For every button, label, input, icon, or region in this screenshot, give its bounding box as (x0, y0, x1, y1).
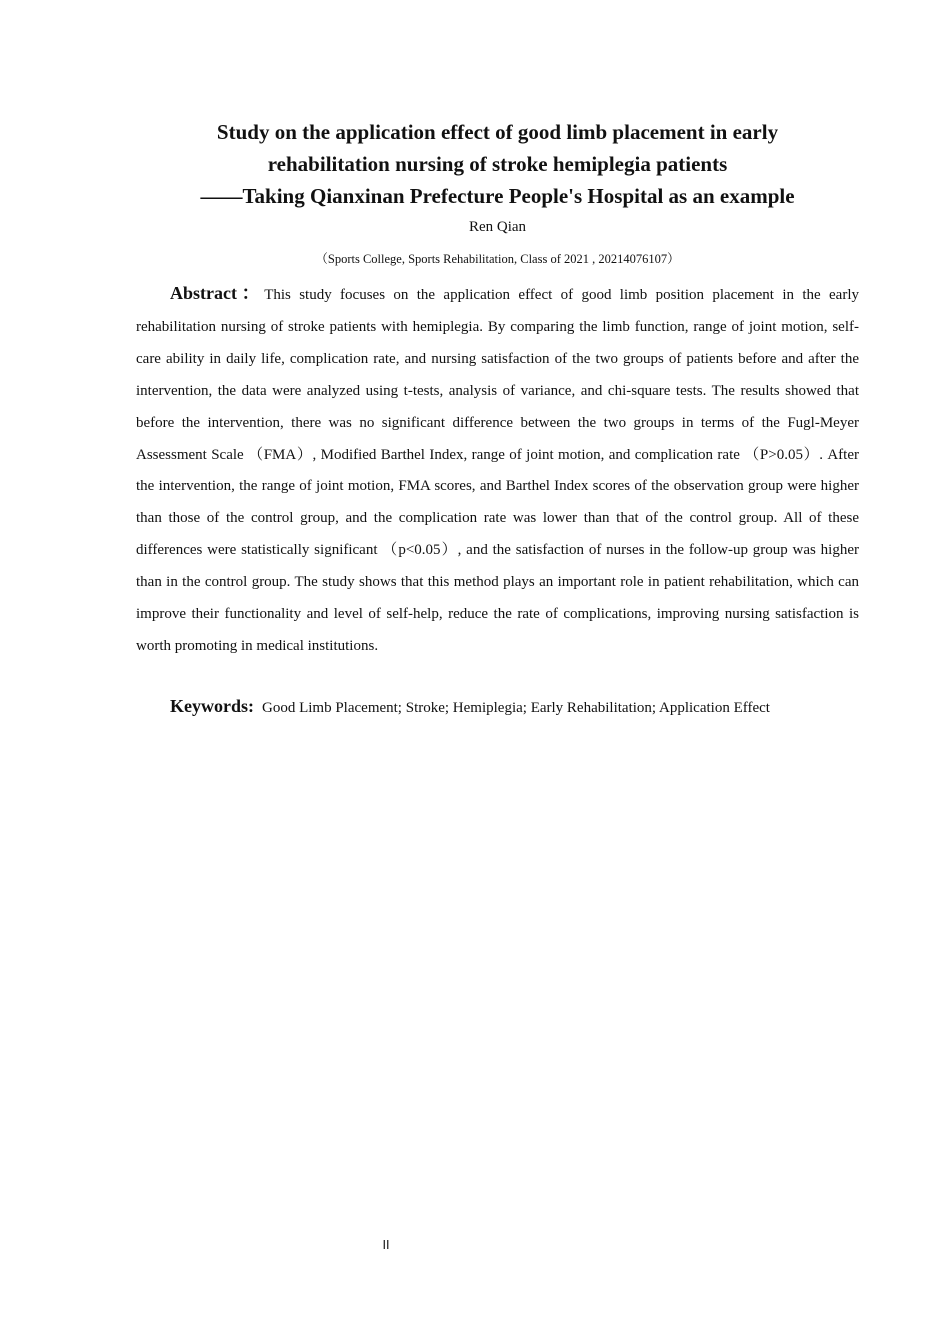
abstract-paragraph (136, 278, 859, 663)
paper-title (136, 116, 859, 212)
author-affiliation: （Sports College, Sports Rehabilitation, Class of 2021 , 20214076107） (315, 252, 680, 266)
title-line-2: rehabilitation nursing of stroke hemiplegia patients (267, 152, 728, 176)
page-number: II (382, 1238, 390, 1252)
title-line-3: ——Taking Qianxinan Prefecture People's Hospital as an example (200, 184, 795, 208)
abstract-text: This study focuses on the application effect of good limb position placement in the early rehabilitation nursing of stroke patients with hemiplegia. By comparing the limb function, range of joint motion, self-care ability in daily life, complication rate, and nursing satisfaction of the two groups of patients before and after the intervention, the data were analyzed using t-tests, analysis of variance, and chi-square tests. The results showed that before the intervention, there was no significant difference between the two groups in terms of the Fugl-Meyer Assessment Scale （FMA）, Modified Barthel Index, range of joint motion, and complication rate （P>0.05）. After the intervention, the range of joint motion, FMA scores, and Barthel Index scores of the observation group were higher than those of the control group, and the complication rate was lower than that of the control group. All of these differences were statistically significant （p<0.05）, and the satisfaction of nurses in the follow-up group was higher than in the control group. The study shows that this method plays an important role in patient rehabilitation, which can improve their functionality and level of self-help, reduce the rate of complications, improving nursing satisfaction is worth promoting in medical institutions. (136, 287, 859, 654)
author-name: Ren Qian (468, 219, 527, 235)
title-line-1: Study on the application effect of good limb placement in early (216, 120, 779, 144)
keywords-label: Keywords: (170, 696, 254, 716)
keywords-line (170, 692, 870, 722)
keywords-text: Good Limb Placement; Stroke; Hemiplegia; Early Rehabilitation; Application Effect (262, 700, 770, 716)
abstract-label: Abstract： (170, 283, 265, 303)
